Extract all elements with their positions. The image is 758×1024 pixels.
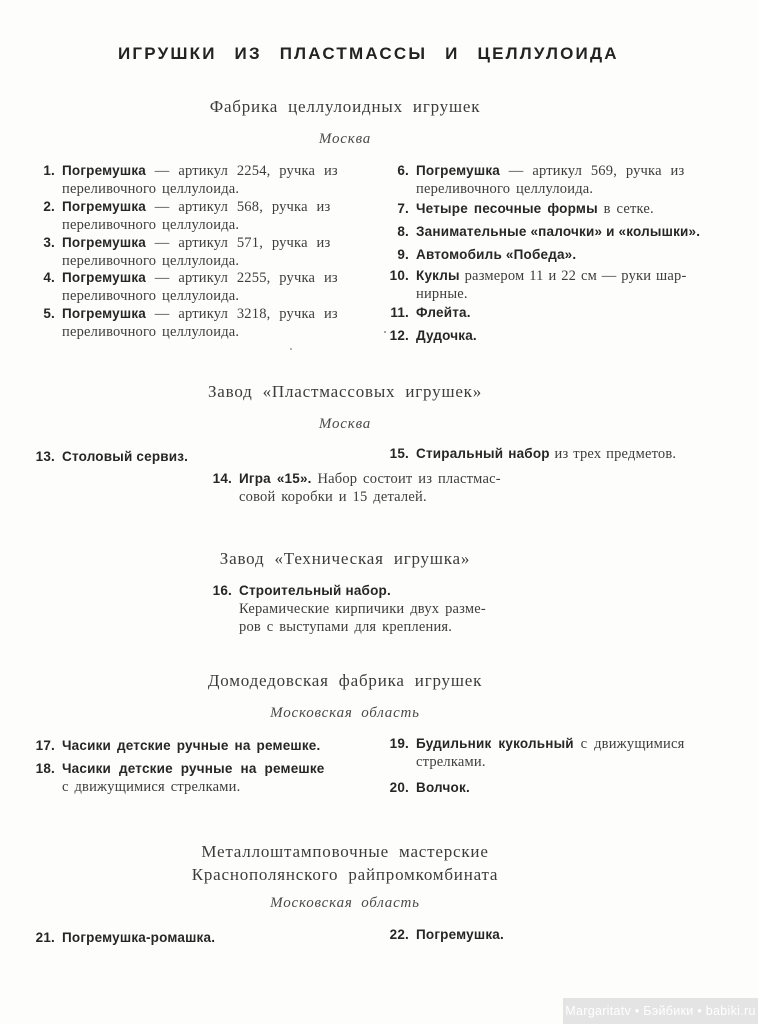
list-item	[33, 162, 383, 198]
list-item	[33, 929, 383, 947]
section-heading-technical-toy-plant: Завод «Техническая игрушка»	[219, 549, 471, 568]
scan-speck	[384, 331, 386, 333]
item-number: 16.	[212, 583, 232, 598]
list-item	[33, 448, 363, 466]
item-text: Погремушка — артикул 2254, ручка из переливочного целлулоида.	[62, 163, 338, 197]
item-text: Игра «15». Набор состоит из пластмас- совой коробки и 15 деталей.	[239, 471, 501, 505]
list-item	[33, 234, 383, 270]
list-item	[383, 246, 738, 264]
item-number: 12.	[389, 328, 409, 343]
item-number: 9.	[397, 247, 409, 262]
item-number: 8.	[397, 224, 409, 239]
list-item	[33, 269, 383, 305]
list-item	[383, 267, 738, 303]
list-item	[33, 737, 383, 755]
section-heading-domodedovo-factory: Домодедовская фабрика игрушек	[207, 671, 483, 690]
list-item	[383, 445, 723, 463]
item-number: 10.	[389, 268, 409, 283]
item-number: 15.	[389, 446, 409, 461]
item-number: 3.	[43, 235, 55, 250]
list-item	[33, 198, 383, 234]
list-item	[383, 327, 738, 345]
item-number: 6.	[397, 163, 409, 178]
heading-line: Металлоштамповочные мастерские	[201, 842, 489, 861]
item-text: Погремушка — артикул 568, ручка из переливочного целлулоида.	[62, 199, 331, 233]
item-number: 2.	[43, 199, 55, 214]
list-item	[383, 779, 733, 797]
item-number: 21.	[35, 930, 55, 945]
item-number: 1.	[43, 163, 55, 178]
list-item	[206, 582, 551, 636]
list-item	[383, 223, 738, 241]
item-text: Часики детские ручные на ремешке с движущимися стрелками.	[62, 761, 325, 795]
section-heading-plastic-toys-plant: Завод «Пластмассовых игрушек»	[207, 382, 483, 401]
item-text: Волчок.	[416, 780, 470, 795]
item-number: 13.	[35, 449, 55, 464]
section-location: Москва	[318, 131, 372, 147]
section-heading-celluloid-factory: Фабрика целлулоидных игрушек	[209, 97, 481, 116]
item-number: 5.	[43, 306, 55, 321]
item-text: Будильник кукольный с движущимися стрелками.	[416, 736, 685, 770]
scan-speck	[290, 348, 292, 350]
item-text: Погремушка — артикул 571, ручка из переливочного целлулоида.	[62, 235, 331, 269]
list-item	[33, 305, 383, 341]
page-title: ИГРУШКИ ИЗ ПЛАСТМАССЫ И ЦЕЛЛУЛОИДА	[118, 44, 619, 63]
item-number: 20.	[389, 780, 409, 795]
item-text: Столовый сервиз.	[62, 449, 189, 464]
watermark: Margaritatv • Бэйбики • babiki.ru	[563, 998, 758, 1024]
item-number: 18.	[35, 761, 55, 776]
list-item	[383, 735, 733, 771]
item-text: Флейта.	[416, 305, 471, 320]
section-location: Московская область	[270, 705, 420, 721]
list-item	[383, 162, 738, 198]
item-text: Четыре песочные формы в сетке.	[416, 201, 654, 217]
list-item	[383, 926, 733, 944]
item-text: Куклы размером 11 и 22 см — руки шар- нирные.	[416, 268, 687, 302]
item-number: 7.	[397, 201, 409, 216]
item-text: Стиральный набор из трех предметов.	[416, 446, 677, 462]
item-number: 11.	[390, 305, 409, 320]
item-text: Погремушка — артикул 3218, ручка из переливочного целлулоида.	[62, 306, 338, 340]
item-text: Погремушка — артикул 2255, ручка из переливочного целлулоида.	[62, 270, 338, 304]
item-text: Строительный набор. Керамические кирпичики двух разме- ров с выступами для крепления.	[239, 583, 486, 635]
item-text: Занимательные «палочки» и «колышки».	[416, 224, 701, 239]
list-item	[383, 304, 738, 322]
item-number: 22.	[389, 927, 409, 942]
item-text: Часики детские ручные на ремешке.	[62, 738, 321, 753]
heading-line: Краснополянского райпромкомбината	[191, 865, 499, 884]
item-text: Погремушка-ромашка.	[62, 930, 216, 945]
item-number: 14.	[212, 471, 232, 486]
item-number: 19.	[389, 736, 409, 751]
item-text: Дудочка.	[416, 328, 477, 343]
item-text: Автомобиль «Победа».	[416, 247, 577, 262]
item-text: Погремушка.	[416, 927, 504, 942]
section-heading-metal-stamping-workshops	[0, 840, 690, 886]
section-location: Москва	[318, 416, 372, 432]
item-number: 4.	[43, 270, 55, 285]
list-item	[206, 470, 551, 506]
item-text: Погремушка — артикул 569, ручка из переливочного целлулоида.	[416, 163, 685, 197]
list-item	[383, 200, 738, 218]
section-location: Московская область	[270, 895, 420, 911]
item-number: 17.	[35, 738, 55, 753]
list-item	[33, 760, 383, 796]
